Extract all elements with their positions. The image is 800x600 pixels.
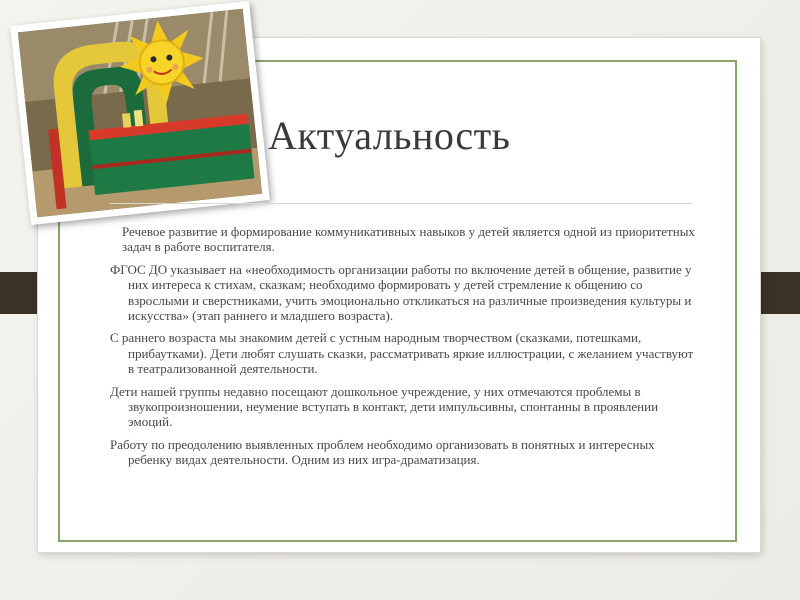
body-paragraph: С раннего возраста мы знакомим детей с устным народным творчеством (сказками, потешками, прибаутками). Дети любят слушать сказки, рассматривать яркие иллюстрации, с желанием участвуют в театрализованной деятельности.	[110, 330, 694, 377]
slide-title: Актуальность	[268, 113, 511, 158]
theater-sun-illustration	[18, 9, 262, 218]
body-paragraph: Дети нашей группы недавно посещают дошкольное учреждение, у них отмечаются проблемы в звукопроизношении, неумение вступать в контакт, дети импульсивны, спонтанны в проявлении эмоций.	[110, 383, 659, 430]
body-paragraph: Речевое развитие и формирование коммуникативных навыков у детей является одной из приоритетных задач в работе воспитателя.	[122, 224, 695, 255]
body-paragraph: ФГОС ДО указывает на «необходимость организации работы по включение детей в общение, развитие у них интереса к стихам, сказкам; необходимо формировать у детей стремление к общению со взрослыми и сверстниками, учить эмоционально откликаться на различные произведения культуры и искусства» (этап раннего и младшего возраста).	[110, 261, 692, 324]
theater-sun-photo	[10, 1, 270, 225]
body-paragraph: Работу по преодолению выявленных проблем необходимо организовать в понятных и интересных ребенку видах деятельности. Одним из них игра-драматизация.	[110, 436, 655, 468]
photo-image	[18, 9, 262, 218]
title-divider	[110, 203, 692, 204]
slide-body	[110, 224, 698, 475]
